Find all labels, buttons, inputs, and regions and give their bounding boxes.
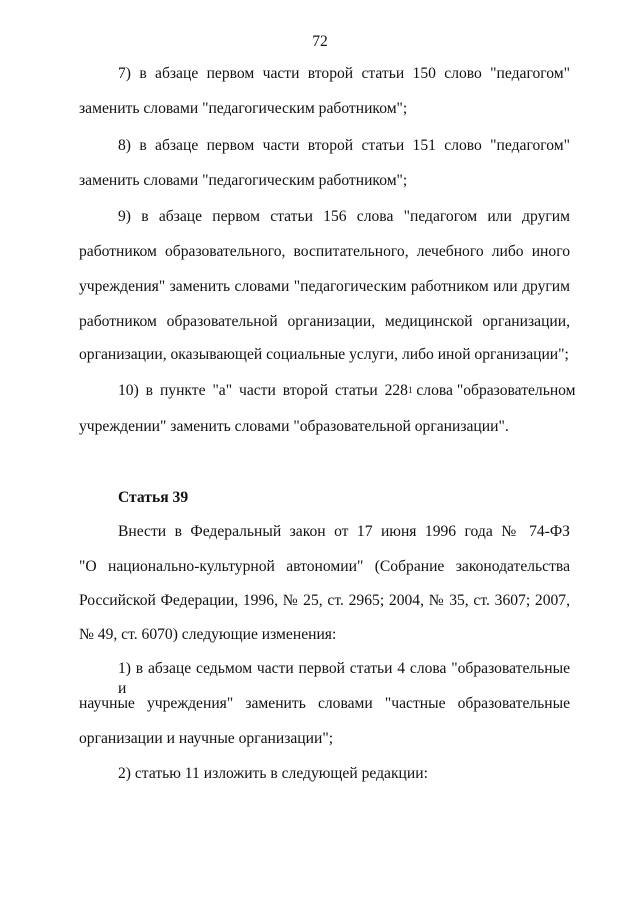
item-9-line-4: работником образовательной организации, медицинской организации,: [79, 313, 570, 330]
article-39-heading: Статья 39: [118, 489, 189, 506]
superscript-1: 1: [407, 385, 413, 395]
item-10-line-1-end: слова "образовательном: [412, 382, 576, 399]
article-39-item-1-line-1: 1) в абзаце седьмом части первой статьи 4 слова "образовательные и: [118, 660, 570, 697]
item-7-line-2: заменить словами "педагогическим работником";: [79, 100, 408, 117]
article-39-intro-line-1: Внести в Федеральный закон от 17 июня 1996 года № 74-ФЗ: [118, 523, 570, 540]
item-8-line-2: заменить словами "педагогическим работником";: [79, 172, 408, 189]
item-9-line-3: учреждения" заменить словами "педагогическим работником или другим: [79, 278, 570, 295]
article-39-item-1-line-2: научные учреждения" заменить словами "частные образовательные: [79, 695, 570, 712]
item-10-line-2: учреждении" заменить словами "образовательной организации".: [79, 418, 509, 435]
article-39-item-1-line-3: организации и научные организации";: [79, 730, 334, 747]
article-39-intro-line-3: Российской Федерации, 1996, № 25, ст. 2965; 2004, № 35, ст. 3607; 2007,: [79, 592, 570, 609]
item-9-line-5: организации, оказывающей социальные услуги, либо иной организации";: [79, 346, 569, 363]
item-7-line-1: 7) в абзаце первом части второй статьи 150 слово "педагогом": [118, 65, 570, 82]
article-39-intro-line-4: № 49, ст. 6070) следующие изменения:: [79, 626, 337, 643]
item-9-line-1: 9) в абзаце первом статьи 156 слова "педагогом или другим: [118, 208, 570, 225]
article-39-item-2-line-1: 2) статью 11 изложить в следующей редакции:: [118, 765, 428, 782]
item-8-line-1: 8) в абзаце первом части второй статьи 151 слово "педагогом": [118, 137, 570, 154]
item-9-line-2: работником образовательного, воспитательного, лечебного либо иного: [79, 243, 570, 260]
page-number: 72: [312, 33, 328, 50]
item-10-line-1-start: 10) в пункте "а" части второй статьи 228: [118, 382, 408, 399]
article-39-intro-line-2: "О национально-культурной автономии" (Собрание законодательства: [79, 558, 570, 575]
item-10-line-1: [118, 381, 576, 401]
